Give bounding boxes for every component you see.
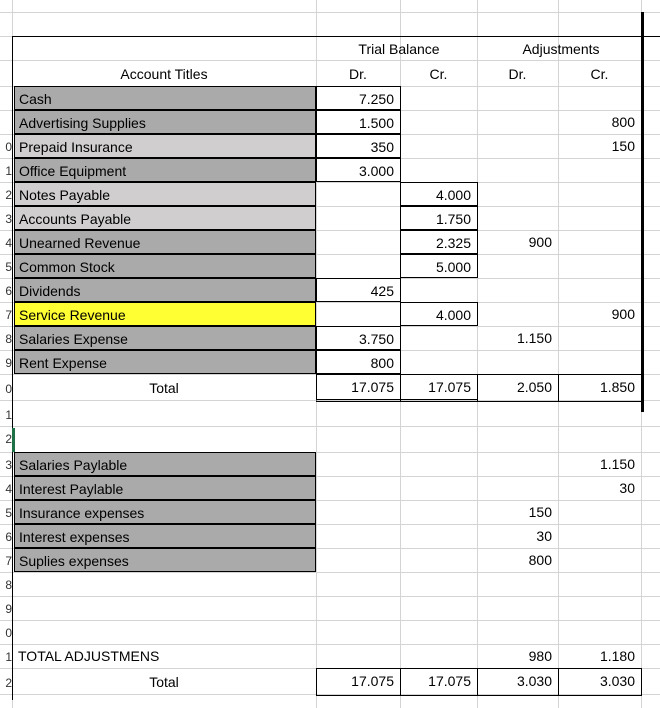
grand-total-tb-dr[interactable]: 17.075 bbox=[316, 668, 401, 696]
account-title-dividends[interactable]: Dividends bbox=[14, 278, 316, 302]
tb-dr-cell[interactable]: 3.000 bbox=[316, 158, 401, 182]
account-title-rent-expense[interactable]: Rent Expense bbox=[14, 350, 316, 374]
account-title-interest-paylable[interactable]: Interest Paylable bbox=[14, 476, 316, 500]
total-tb-cr[interactable]: 17.075 bbox=[400, 374, 478, 402]
adj-dr-cell[interactable]: 1.150 bbox=[516, 330, 552, 346]
account-titles-header: Account Titles bbox=[120, 66, 208, 82]
tb-dr-cell[interactable]: 3.750 bbox=[316, 326, 401, 350]
account-title-common-stock[interactable]: Common Stock bbox=[14, 254, 316, 278]
adj-dr-cell[interactable]: 30 bbox=[536, 528, 552, 544]
adj-cr-header: Cr. bbox=[590, 66, 609, 82]
account-title-office-equipment[interactable]: Office Equipment bbox=[14, 158, 316, 182]
tb-cr-header: Cr. bbox=[429, 66, 448, 82]
tb-dr-header: Dr. bbox=[349, 66, 367, 82]
total-adjustments-dr[interactable]: 980 bbox=[528, 648, 552, 664]
total-label: Total bbox=[149, 380, 179, 396]
total-adj-cr[interactable]: 1.850 bbox=[558, 374, 642, 402]
grand-total-tb-cr[interactable]: 17.075 bbox=[400, 668, 478, 696]
adj-dr-header: Dr. bbox=[508, 66, 527, 82]
account-title-service-revenue[interactable]: Service Revenue bbox=[14, 302, 316, 326]
account-title-suplies-expenses[interactable]: Suplies expenses bbox=[14, 548, 316, 572]
account-title-prepaid-insurance[interactable]: Prepaid Insurance bbox=[14, 134, 316, 158]
tb-dr-cell[interactable]: 350 bbox=[316, 134, 401, 158]
grand-total-adj-dr[interactable]: 3.030 bbox=[477, 668, 559, 696]
account-title-advertising-supplies[interactable]: Advertising Supplies bbox=[14, 110, 316, 134]
total-adj-dr[interactable]: 2.050 bbox=[477, 374, 559, 402]
tb-cr-cell[interactable]: 2.325 bbox=[400, 230, 478, 254]
account-title-cash[interactable]: Cash bbox=[14, 86, 316, 110]
right-edge-line bbox=[641, 12, 644, 412]
tb-cr-cell[interactable]: 4.000 bbox=[400, 302, 478, 326]
trial-balance-underline bbox=[316, 36, 478, 37]
adj-cr-cell[interactable]: 30 bbox=[619, 480, 635, 496]
total-adjustments-label: TOTAL ADJUSTMENS bbox=[18, 648, 160, 664]
cell-selection-marker bbox=[12, 428, 15, 452]
adj-cr-cell[interactable]: 900 bbox=[611, 306, 635, 322]
tb-dr-cell[interactable]: 800 bbox=[316, 350, 401, 374]
tb-dr-cell[interactable]: 1.500 bbox=[316, 110, 401, 134]
tb-cr-cell[interactable]: 1.750 bbox=[400, 206, 478, 230]
adj-dr-cell[interactable]: 800 bbox=[528, 552, 552, 568]
account-title-accounts-payable[interactable]: Accounts Payable bbox=[14, 206, 316, 230]
tb-cr-cell[interactable]: 5.000 bbox=[400, 254, 478, 278]
adj-dr-cell[interactable]: 150 bbox=[528, 504, 552, 520]
grand-total-label: Total bbox=[149, 674, 179, 690]
tb-dr-cell[interactable]: 7.250 bbox=[316, 86, 401, 110]
adjustments-header: Adjustments bbox=[522, 41, 600, 57]
tb-cr-cell[interactable]: 4.000 bbox=[400, 182, 478, 206]
tb-dr-cell[interactable]: 425 bbox=[316, 278, 401, 302]
account-title-insurance-expenses[interactable]: Insurance expenses bbox=[14, 500, 316, 524]
account-title-notes-payable[interactable]: Notes Payable bbox=[14, 182, 316, 206]
account-title-interest-expenses[interactable]: Interest expenses bbox=[14, 524, 316, 548]
total-adjustments-cr[interactable]: 1.180 bbox=[599, 648, 635, 664]
account-title-unearned-revenue[interactable]: Unearned Revenue bbox=[14, 230, 316, 254]
adj-dr-cell[interactable]: 900 bbox=[528, 234, 552, 250]
total-tb-dr[interactable]: 17.075 bbox=[316, 374, 401, 402]
trial-balance-header: Trial Balance bbox=[358, 41, 440, 57]
adj-cr-cell[interactable]: 800 bbox=[611, 114, 635, 130]
account-title-salaries-paylable[interactable]: Salaries Paylable bbox=[14, 452, 316, 476]
adj-cr-cell[interactable]: 1.150 bbox=[599, 456, 635, 472]
adj-cr-cell[interactable]: 150 bbox=[611, 138, 635, 154]
grand-total-adj-cr[interactable]: 3.030 bbox=[558, 668, 642, 696]
account-title-salaries-expense[interactable]: Salaries Expense bbox=[14, 326, 316, 350]
